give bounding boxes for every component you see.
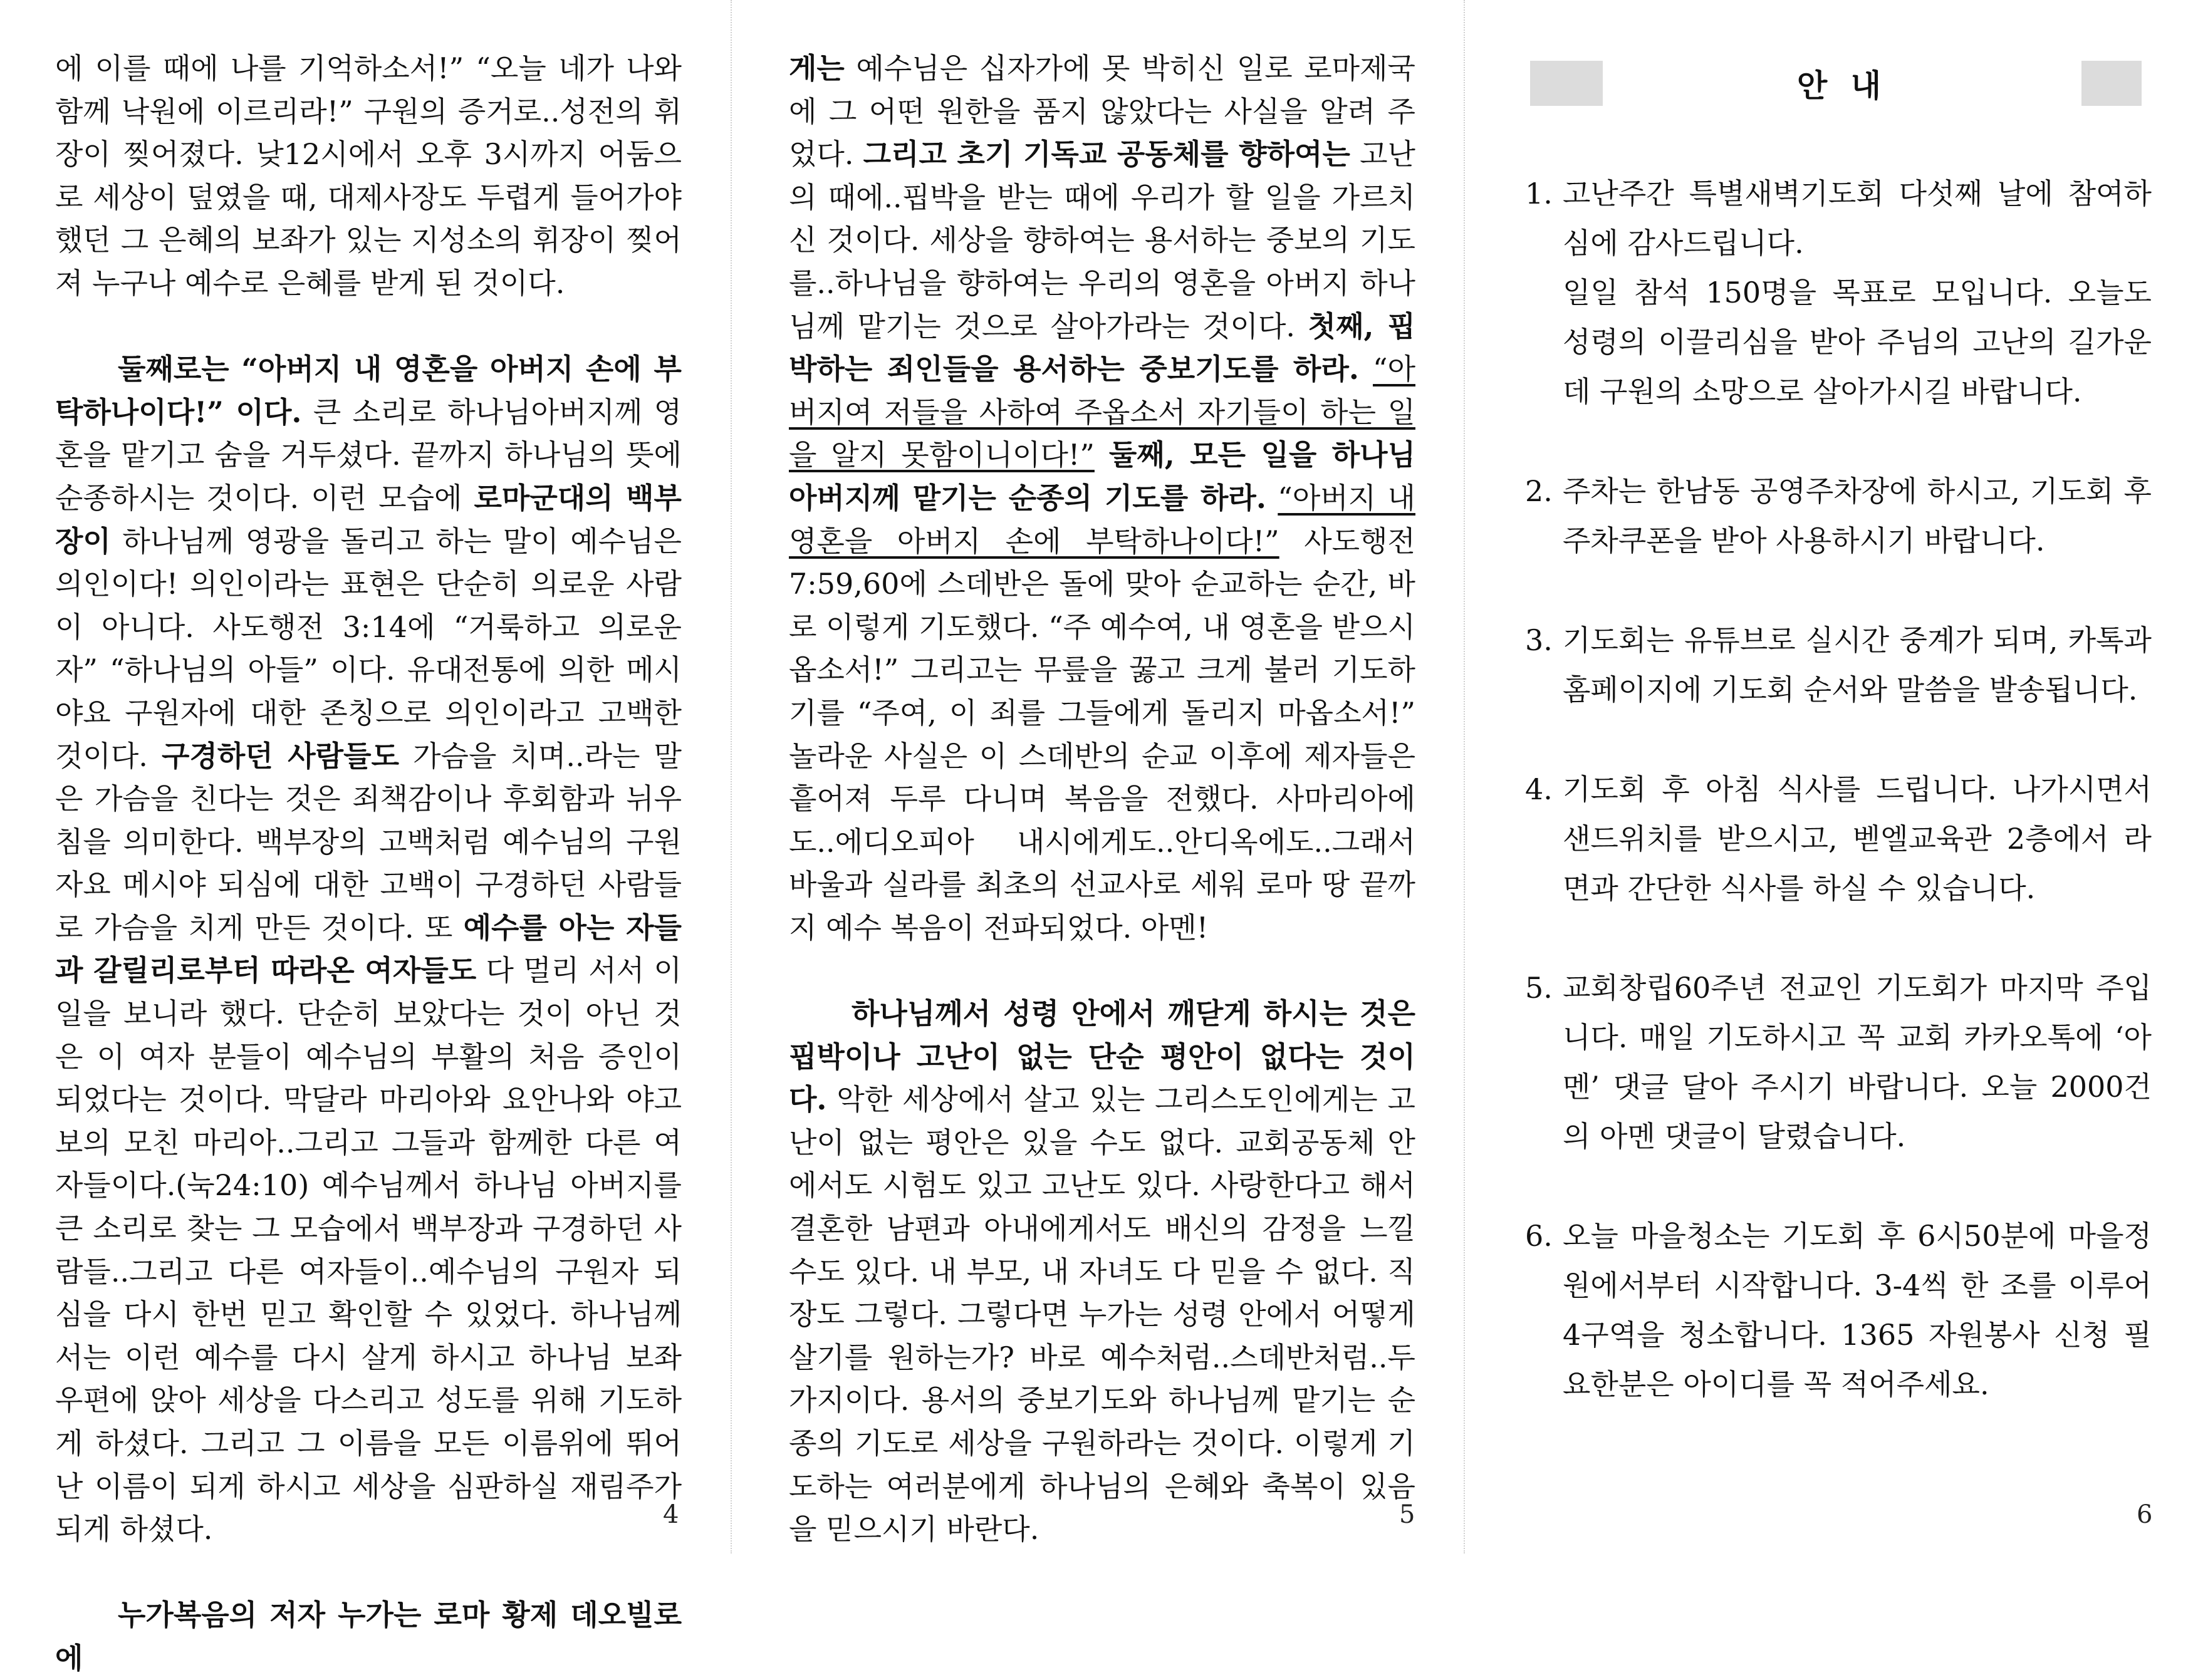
notice-item: [1525, 467, 2152, 566]
p4-para-1: [55, 348, 682, 1551]
notice-number: 1.: [1525, 177, 1553, 210]
p5-seg: 사도행전 7:59,60에 스데반은 돌에 맞아 순교하는 순간, 바로 이렇게 기도했다. “주 예수여, 내 영혼을 받으시옵소서!” 그리고는 무릎을 꿇고 크게 불러 기도하기를 “주여, 이 죄를 그들에게 돌리지 마옵소서!” 놀라운 사실은 이 스데반의 순교 이후에 제자들은 흩어져 두루 다니며 복음을 전했다. 사마리아에도..에디오피아 내시에게도..안디옥에도..그래서 바울과 실라를 최초의 선교사로 세워 로마 땅 끝까지 예수 복음이 전파되었다. 아멘!: [789, 524, 1415, 945]
p4-para-2: [55, 1594, 682, 1679]
p5-seg: 첫째, 핍박하는 죄인들을 용서하는 중보기도를 하라.: [789, 309, 1415, 386]
p5-seg: [1095, 438, 1109, 472]
p5-seg: [1359, 352, 1373, 386]
notice-item: [1525, 765, 2152, 913]
notice-text: 교회창립60주년 전교인 기도회가 마지막 주입니다. 매일 기도하시고 꼭 교회 카카오톡에 ‘아멘’ 댓글 달아 주시기 바랍니다. 오늘 2000건의 아멘 댓글이 달렸습니다.: [1563, 971, 2152, 1153]
p5-seg: 그리고 초기 기독교 공동체를 향하여는: [863, 137, 1350, 172]
notice-number: 2.: [1525, 474, 1553, 508]
p4-seg: 하나님께 영광을 돌리고 하는 말이 예수님은 의인이다! 의인이라는 표현은 단순히 의로운 사람이 아니다. 사도행전 3:14에 “거룩하고 의로운 자” “하나님의 아들” 이다. 유대전통에 의한 메시야요 구원자에 대한 존칭으로 의인이라고 고백한 것이다.: [55, 524, 682, 773]
page-5-text: [789, 47, 1415, 1551]
notice-text: 고난주간 특별새벽기도회 다섯째 날에 참여하심에 감사드립니다.: [1563, 177, 2152, 260]
notice-text: 기도회 후 아침 식사를 드립니다. 나가시면서 샌드위치를 받으시고, 벧엘교육관 2층에서 라면과 간단한 식사를 하실 수 있습니다.: [1563, 772, 2152, 905]
notice-item: [1525, 1211, 2152, 1409]
p5-seg: 게는: [789, 51, 845, 85]
p4-para-0: [55, 47, 682, 305]
notice-item: [1525, 616, 2152, 715]
p5-seg: 악한 세상에서 살고 있는 그리스도인에게는 고난이 없는 평안은 있을 수도 없다. 교회공동체 안에서도 시험도 있고 고난도 있다. 사랑한다고 해서 결혼한 남편과 아내에게서도 배신의 감정을 느낄 수도 있다. 내 부모, 내 자녀도 다 믿을 수 없다. 직장도 그렇다. 그렇다면 누가는 성령 안에서 어떻게 살기를 원하는가? 바로 예수처럼..스데반처럼..두 가지이다. 용서의 중보기도와 하나님께 맡기는 순종의 기도로 세상을 구원하라는 것이다. 이렇게 기도하는 여러분에게 하나님의 은혜와 축복이 있음을 믿으시기 바란다.: [789, 1082, 1415, 1547]
notice-text: 일일 참석 150명을 목표로 모입니다. 오늘도 성령의 이끌리심을 받아 주님의 고난의 길가운데 구원의 소망으로 살아가시길 바랍니다.: [1563, 276, 2152, 408]
notice-list: [1525, 169, 2152, 1460]
page-number: 6: [2137, 1500, 2153, 1529]
notice-number: 3.: [1525, 623, 1553, 657]
page-4: [0, 0, 732, 1675]
page-divider: [731, 0, 732, 1553]
p5-para-0: [789, 47, 1415, 949]
p5-seg: 둘째, 모든 일을 하나님 아버지께 맡기는 순종의 기도를 하라.: [789, 438, 1416, 515]
notice-number: 4.: [1525, 772, 1553, 806]
notice-text: 주차는 한남동 공영주차장에 하시고, 기도회 후 주차쿠폰을 받아 사용하시기 바랍니다.: [1563, 474, 2152, 557]
p4-seg: 다 멀리 서서 이 일을 보니라 했다. 단순히 보았다는 것이 아닌 것은 이 여자 분들이 예수님의 부활의 처음 증인이 되었다는 것이다. 막달라 마리아와 요안나와 야고보의 모친 마리아..그리고 그들과 함께한 다른 여자들이다.(눅24:10) 예수님께서 하나님 아버지를 큰 소리로 찾는 그 모습에서 백부장과 구경하던 사람들..그리고 다른 여자들이..예수님의 구원자 되심을 다시 한번 믿고 확인할 수 있었다. 하나님께서는 이런 예수를 다시 살게 하시고 하나님 보좌 우편에 앉아 세상을 다스리고 성도를 위해 기도하게 하셨다. 그리고 그 이름을 모든 이름위에 뛰어난 이름이 되게 하시고 세상을 심판하실 재림주가 되게 하셨다.: [55, 953, 682, 1547]
p5-seg: “아버지여 저들을 사하여 주옵소서 자기들이 하는 일을 알지 못함이니이다!”: [789, 352, 1415, 472]
p5-seg: 예수님은 십자가에 못 박히신 일로 로마제국에 그 어떤 원한을 품지 않았다는 사실을 알려 주었다.: [789, 51, 1415, 172]
notice-number: 6.: [1525, 1219, 1553, 1253]
p4-seg: 예수를 아는 자들과 갈릴리로부터 따라온 여자들도: [55, 910, 682, 988]
p5-seg: 하나님께서 성령 안에서 깨닫게 하시는 것은 핍박이나 고난이 없는 단순 평안이 없다는 것이다.: [789, 997, 1415, 1117]
p4-seg: 구경하던 사람들도: [162, 739, 399, 773]
page-number: 4: [663, 1500, 679, 1529]
p5-seg: 고난의 때에..핍박을 받는 때에 우리가 할 일을 가르치신 것이다. 세상을 향하여는 용서하는 중보의 기도를..하나님을 향하여는 우리의 영혼을 아버지 하나님께 맡기는 것으로 살아가라는 것이다.: [789, 137, 1415, 343]
p5-para-1: [789, 992, 1415, 1551]
page-number: 5: [1399, 1500, 1415, 1529]
notice-text: 기도회는 유튜브로 실시간 중계가 되며, 카톡과 홈페이지에 기도회 순서와 말씀을 발송됩니다.: [1563, 623, 2152, 707]
notice-title: 안 내: [1603, 61, 2081, 106]
p4-seg: 로마군대의 백부장이: [55, 480, 682, 558]
notice-number: 5.: [1525, 971, 1553, 1005]
page-5: [732, 0, 1465, 1553]
p5-seg: [1266, 481, 1278, 515]
p4-seg: 둘째로는 “아버지 내 영혼을 아버지 손에 부탁하나이다!” 이다.: [55, 352, 682, 429]
page-6: [1465, 0, 2197, 1553]
page-4-text: [55, 47, 682, 1680]
p4-seg: 큰 소리로 하나님아버지께 영혼을 맡기고 숨을 거두셨다. 끝까지 하나님의 뜻에 순종하시는 것이다. 이런 모습에: [55, 395, 682, 515]
notice-item: [1525, 169, 2152, 417]
p4-seg: 에 이를 때에 나를 기억하소서!” “오늘 네가 나와 함께 낙원에 이르리라!” 구원의 증거로..성전의 휘장이 찢어졌다. 낮12시에서 오후 3시까지 어둠으로 세상이 덮였을 때, 대제사장도 두렵게 들어가야 했던 그 은혜의 보좌가 있는 지성소의 휘장이 찢어져 누구나 예수로 은혜를 받게 된 것이다.: [55, 51, 682, 300]
p4-seg: 가슴을 치며..라는 말은 가슴을 친다는 것은 죄책감이나 후회함과 뉘우침을 의미한다. 백부장의 고백처럼 예수님의 구원자요 메시야 되심에 대한 고백이 구경하던 사람들로 가슴을 치게 만든 것이다. 또: [55, 739, 682, 945]
notice-text: 오늘 마을청소는 기도회 후 6시50분에 마을정원에서부터 시작합니다. 3-4씩 한 조를 이루어 4구역을 청소합니다. 1365 자원봉사 신청 필요한분은 아이디를 꼭 적어주세요.: [1563, 1219, 2152, 1401]
p4-seg: 누가복음의 저자 누가는 로마 황제 데오빌로에: [55, 1598, 682, 1675]
p5-seg: “아버지 내 영혼을 아버지 손에 부탁하나이다!”: [789, 480, 1415, 558]
notice-item: [1525, 963, 2152, 1161]
notice-title-bar: [1530, 61, 2142, 106]
